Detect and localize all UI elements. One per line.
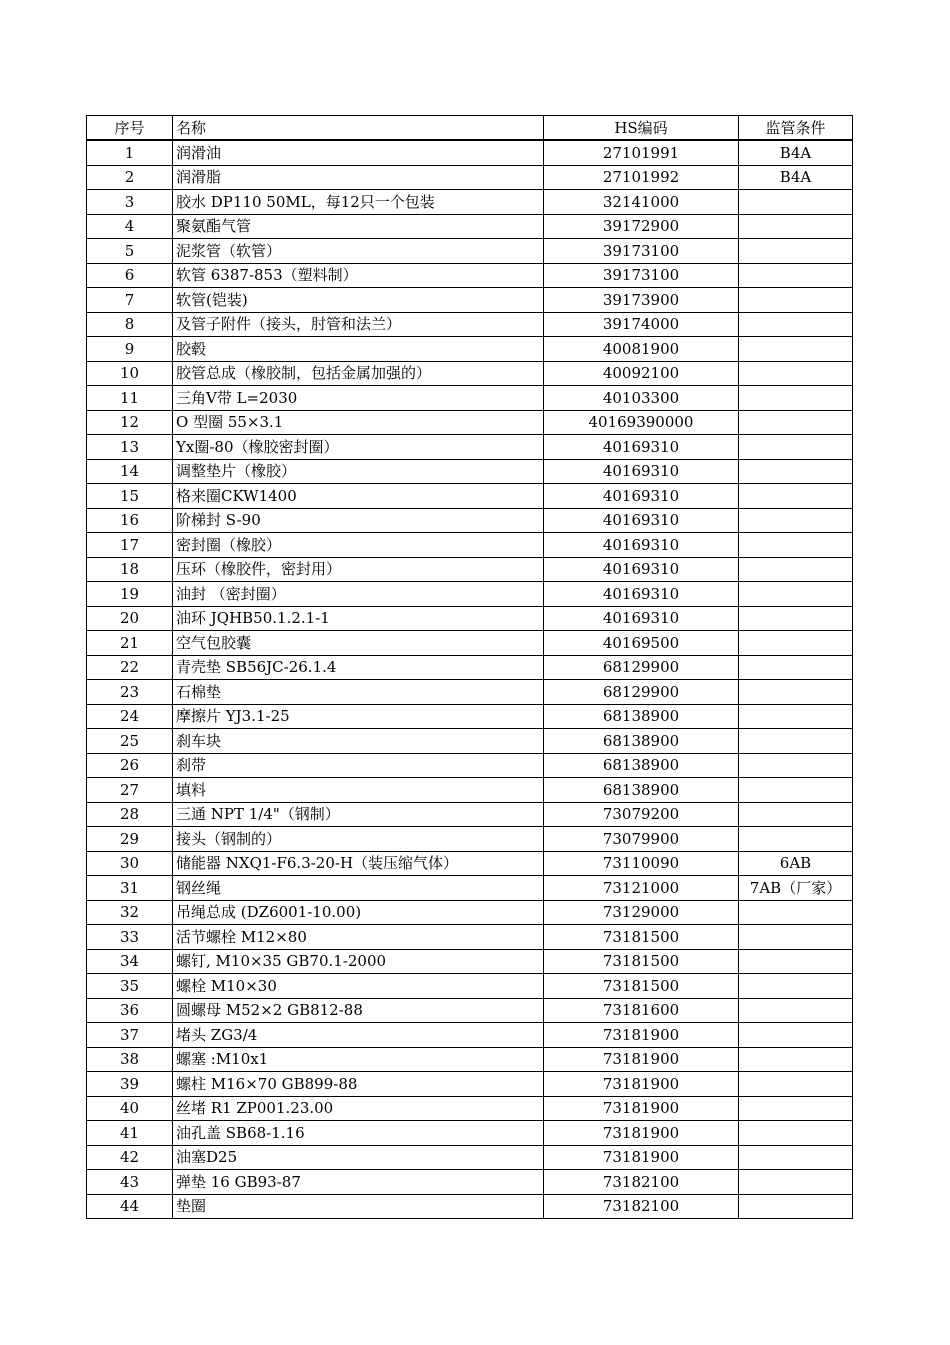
table-row	[87, 312, 853, 337]
cell-name: 刹带	[173, 753, 544, 778]
cell-serial-number: 26	[87, 753, 173, 778]
cell-name: 螺钉, M10×35 GB70.1-2000	[173, 949, 544, 974]
cell-regulatory-conditions	[739, 386, 853, 411]
cell-name: 油封 （密封圈）	[173, 582, 544, 607]
cell-hs-code: 40169310	[544, 606, 739, 631]
cell-hs-code: 73181900	[544, 1096, 739, 1121]
cell-serial-number: 37	[87, 1023, 173, 1048]
cell-name: 润滑脂	[173, 165, 544, 190]
table-body	[87, 140, 853, 1219]
cell-serial-number: 29	[87, 827, 173, 852]
cell-name: 吊绳总成 (DZ6001-10.00)	[173, 900, 544, 925]
cell-name: 石棉垫	[173, 680, 544, 705]
cell-regulatory-conditions: 7AB（厂家）	[739, 876, 853, 901]
cell-hs-code: 40169310	[544, 508, 739, 533]
cell-name: 油环 JQHB50.1.2.1-1	[173, 606, 544, 631]
table-row	[87, 778, 853, 803]
table-row	[87, 484, 853, 509]
cell-serial-number: 44	[87, 1194, 173, 1219]
cell-hs-code: 73181900	[544, 1121, 739, 1146]
cell-regulatory-conditions	[739, 1145, 853, 1170]
header-name: 名称	[173, 116, 544, 141]
cell-name: 垫圈	[173, 1194, 544, 1219]
cell-name: 油孔盖 SB68-1.16	[173, 1121, 544, 1146]
cell-serial-number: 34	[87, 949, 173, 974]
cell-serial-number: 9	[87, 337, 173, 362]
cell-hs-code: 40169500	[544, 631, 739, 656]
cell-regulatory-conditions	[739, 998, 853, 1023]
cell-serial-number: 36	[87, 998, 173, 1023]
cell-hs-code: 73110090	[544, 851, 739, 876]
cell-serial-number: 11	[87, 386, 173, 411]
cell-name: 聚氨酯气管	[173, 214, 544, 239]
cell-regulatory-conditions	[739, 288, 853, 313]
cell-name: 螺栓 M10×30	[173, 974, 544, 999]
cell-serial-number: 1	[87, 140, 173, 165]
cell-serial-number: 30	[87, 851, 173, 876]
table-row	[87, 239, 853, 264]
cell-hs-code: 39172900	[544, 214, 739, 239]
table-row	[87, 1170, 853, 1195]
cell-hs-code: 40169310	[544, 582, 739, 607]
cell-hs-code: 40081900	[544, 337, 739, 362]
cell-serial-number: 38	[87, 1047, 173, 1072]
cell-regulatory-conditions	[739, 1194, 853, 1219]
table-row	[87, 753, 853, 778]
cell-hs-code: 39173100	[544, 263, 739, 288]
cell-name: 油塞D25	[173, 1145, 544, 1170]
table-row	[87, 288, 853, 313]
cell-regulatory-conditions	[739, 802, 853, 827]
cell-hs-code: 73079900	[544, 827, 739, 852]
table-row	[87, 140, 853, 165]
cell-regulatory-conditions	[739, 557, 853, 582]
cell-regulatory-conditions	[739, 606, 853, 631]
cell-hs-code: 40169310	[544, 557, 739, 582]
cell-regulatory-conditions	[739, 974, 853, 999]
cell-serial-number: 12	[87, 410, 173, 435]
cell-hs-code: 73079200	[544, 802, 739, 827]
cell-serial-number: 14	[87, 459, 173, 484]
cell-serial-number: 27	[87, 778, 173, 803]
cell-name: 密封圈（橡胶）	[173, 533, 544, 558]
cell-name: 软管 6387-853（塑料制）	[173, 263, 544, 288]
cell-regulatory-conditions	[739, 680, 853, 705]
cell-name: Yx圈-80（橡胶密封圈）	[173, 435, 544, 460]
cell-hs-code: 40103300	[544, 386, 739, 411]
cell-serial-number: 25	[87, 729, 173, 754]
table-row	[87, 435, 853, 460]
cell-serial-number: 43	[87, 1170, 173, 1195]
cell-serial-number: 17	[87, 533, 173, 558]
cell-serial-number: 8	[87, 312, 173, 337]
table-row	[87, 704, 853, 729]
cell-hs-code: 40169310	[544, 459, 739, 484]
table-row	[87, 1121, 853, 1146]
cell-serial-number: 41	[87, 1121, 173, 1146]
cell-name: 钢丝绳	[173, 876, 544, 901]
cell-hs-code: 73181600	[544, 998, 739, 1023]
cell-regulatory-conditions	[739, 729, 853, 754]
table-row	[87, 533, 853, 558]
cell-hs-code: 73181500	[544, 949, 739, 974]
cell-name: 格来圈CKW1400	[173, 484, 544, 509]
cell-hs-code: 27101991	[544, 140, 739, 165]
cell-name: 圆螺母 M52×2 GB812-88	[173, 998, 544, 1023]
table-row	[87, 263, 853, 288]
cell-serial-number: 39	[87, 1072, 173, 1097]
cell-serial-number: 13	[87, 435, 173, 460]
cell-serial-number: 32	[87, 900, 173, 925]
cell-name: 润滑油	[173, 140, 544, 165]
cell-serial-number: 24	[87, 704, 173, 729]
cell-name: 丝堵 R1 ZP001.23.00	[173, 1096, 544, 1121]
header-row	[87, 116, 853, 141]
table-row	[87, 557, 853, 582]
cell-hs-code: 40169310	[544, 533, 739, 558]
cell-hs-code: 73181900	[544, 1145, 739, 1170]
cell-name: 摩擦片 YJ3.1-25	[173, 704, 544, 729]
cell-hs-code: 40169310	[544, 484, 739, 509]
table-header	[87, 116, 853, 141]
table-row	[87, 1023, 853, 1048]
cell-hs-code: 68129900	[544, 655, 739, 680]
cell-hs-code: 39173100	[544, 239, 739, 264]
table-row	[87, 949, 853, 974]
cell-regulatory-conditions	[739, 778, 853, 803]
cell-serial-number: 16	[87, 508, 173, 533]
table-row	[87, 729, 853, 754]
cell-hs-code: 40169390000	[544, 410, 739, 435]
cell-serial-number: 19	[87, 582, 173, 607]
table-row	[87, 827, 853, 852]
cell-serial-number: 21	[87, 631, 173, 656]
cell-regulatory-conditions	[739, 1121, 853, 1146]
cell-regulatory-conditions: 6AB	[739, 851, 853, 876]
cell-regulatory-conditions	[739, 1047, 853, 1072]
cell-regulatory-conditions	[739, 949, 853, 974]
cell-serial-number: 42	[87, 1145, 173, 1170]
cell-regulatory-conditions	[739, 190, 853, 215]
cell-name: 及管子附件（接头，肘管和法兰）	[173, 312, 544, 337]
table-row	[87, 925, 853, 950]
cell-serial-number: 18	[87, 557, 173, 582]
cell-name: 胶毂	[173, 337, 544, 362]
cell-name: 活节螺栓 M12×80	[173, 925, 544, 950]
cell-hs-code: 39173900	[544, 288, 739, 313]
cell-serial-number: 31	[87, 876, 173, 901]
cell-name: 三角V带 L=2030	[173, 386, 544, 411]
cell-hs-code: 39174000	[544, 312, 739, 337]
cell-regulatory-conditions	[739, 827, 853, 852]
cell-hs-code: 68138900	[544, 704, 739, 729]
cell-hs-code: 68138900	[544, 753, 739, 778]
cell-regulatory-conditions: B4A	[739, 165, 853, 190]
cell-hs-code: 73182100	[544, 1194, 739, 1219]
cell-regulatory-conditions: B4A	[739, 140, 853, 165]
table-row	[87, 337, 853, 362]
table-row	[87, 680, 853, 705]
cell-serial-number: 4	[87, 214, 173, 239]
cell-name: 空气包胶囊	[173, 631, 544, 656]
cell-name: 弹垫 16 GB93-87	[173, 1170, 544, 1195]
cell-name: 软管(铠装)	[173, 288, 544, 313]
cell-regulatory-conditions	[739, 533, 853, 558]
table-row	[87, 1145, 853, 1170]
table-row	[87, 998, 853, 1023]
table-row	[87, 1194, 853, 1219]
cell-serial-number: 28	[87, 802, 173, 827]
cell-name: 三通 NPT 1/4"（钢制）	[173, 802, 544, 827]
header-hs-code: HS编码	[544, 116, 739, 141]
cell-hs-code: 68138900	[544, 778, 739, 803]
cell-regulatory-conditions	[739, 312, 853, 337]
cell-serial-number: 23	[87, 680, 173, 705]
cell-regulatory-conditions	[739, 214, 853, 239]
cell-serial-number: 10	[87, 361, 173, 386]
table-row	[87, 1047, 853, 1072]
table-row	[87, 1072, 853, 1097]
cell-serial-number: 6	[87, 263, 173, 288]
cell-serial-number: 33	[87, 925, 173, 950]
cell-regulatory-conditions	[739, 1023, 853, 1048]
cell-hs-code: 73181900	[544, 1047, 739, 1072]
cell-name: 调整垫片（橡胶）	[173, 459, 544, 484]
table-row	[87, 802, 853, 827]
cell-name: 堵头 ZG3/4	[173, 1023, 544, 1048]
cell-regulatory-conditions	[739, 508, 853, 533]
cell-hs-code: 32141000	[544, 190, 739, 215]
table-row	[87, 165, 853, 190]
cell-name: 胶水 DP110 50ML，每12只一个包装	[173, 190, 544, 215]
table-row	[87, 631, 853, 656]
table-row	[87, 851, 853, 876]
cell-regulatory-conditions	[739, 753, 853, 778]
cell-serial-number: 40	[87, 1096, 173, 1121]
table-row	[87, 214, 853, 239]
cell-name: 阶梯封 S-90	[173, 508, 544, 533]
cell-name: 泥浆管（软管）	[173, 239, 544, 264]
cell-hs-code: 27101992	[544, 165, 739, 190]
cell-serial-number: 22	[87, 655, 173, 680]
table-row	[87, 361, 853, 386]
cell-regulatory-conditions	[739, 655, 853, 680]
table-row	[87, 410, 853, 435]
cell-regulatory-conditions	[739, 337, 853, 362]
cell-name: 填料	[173, 778, 544, 803]
cell-name: 储能器 NXQ1-F6.3-20-H（装压缩气体）	[173, 851, 544, 876]
cell-name: O 型圈 55×3.1	[173, 410, 544, 435]
cell-serial-number: 3	[87, 190, 173, 215]
cell-serial-number: 5	[87, 239, 173, 264]
hs-code-table	[86, 115, 853, 1219]
cell-regulatory-conditions	[739, 361, 853, 386]
cell-name: 青壳垫 SB56JC-26.1.4	[173, 655, 544, 680]
cell-hs-code: 73121000	[544, 876, 739, 901]
table-row	[87, 655, 853, 680]
cell-serial-number: 20	[87, 606, 173, 631]
cell-serial-number: 15	[87, 484, 173, 509]
cell-regulatory-conditions	[739, 484, 853, 509]
table-row	[87, 876, 853, 901]
cell-regulatory-conditions	[739, 1096, 853, 1121]
cell-regulatory-conditions	[739, 1170, 853, 1195]
table-row	[87, 974, 853, 999]
cell-regulatory-conditions	[739, 925, 853, 950]
cell-hs-code: 73129000	[544, 900, 739, 925]
cell-name: 压环（橡胶件，密封用）	[173, 557, 544, 582]
cell-regulatory-conditions	[739, 582, 853, 607]
cell-hs-code: 40169310	[544, 435, 739, 460]
cell-hs-code: 73181900	[544, 1072, 739, 1097]
cell-hs-code: 73181500	[544, 925, 739, 950]
cell-regulatory-conditions	[739, 900, 853, 925]
cell-hs-code: 73181500	[544, 974, 739, 999]
cell-regulatory-conditions	[739, 410, 853, 435]
cell-name: 刹车块	[173, 729, 544, 754]
table-row	[87, 190, 853, 215]
cell-regulatory-conditions	[739, 459, 853, 484]
cell-regulatory-conditions	[739, 1072, 853, 1097]
cell-name: 螺塞 :M10x1	[173, 1047, 544, 1072]
cell-regulatory-conditions	[739, 435, 853, 460]
cell-hs-code: 40092100	[544, 361, 739, 386]
cell-name: 胶管总成（橡胶制，包括金属加强的）	[173, 361, 544, 386]
header-regulatory-conditions: 监管条件	[739, 116, 853, 141]
table-row	[87, 386, 853, 411]
cell-regulatory-conditions	[739, 239, 853, 264]
cell-regulatory-conditions	[739, 631, 853, 656]
table-row	[87, 582, 853, 607]
table-row	[87, 606, 853, 631]
cell-name: 接头（钢制的）	[173, 827, 544, 852]
cell-hs-code: 68129900	[544, 680, 739, 705]
table-row	[87, 1096, 853, 1121]
cell-hs-code: 68138900	[544, 729, 739, 754]
table-row	[87, 459, 853, 484]
cell-regulatory-conditions	[739, 704, 853, 729]
table-row	[87, 900, 853, 925]
cell-hs-code: 73181900	[544, 1023, 739, 1048]
cell-regulatory-conditions	[739, 263, 853, 288]
cell-name: 螺柱 M16×70 GB899-88	[173, 1072, 544, 1097]
table-row	[87, 508, 853, 533]
cell-serial-number: 35	[87, 974, 173, 999]
cell-hs-code: 73182100	[544, 1170, 739, 1195]
cell-serial-number: 2	[87, 165, 173, 190]
cell-serial-number: 7	[87, 288, 173, 313]
header-serial-number: 序号	[87, 116, 173, 141]
